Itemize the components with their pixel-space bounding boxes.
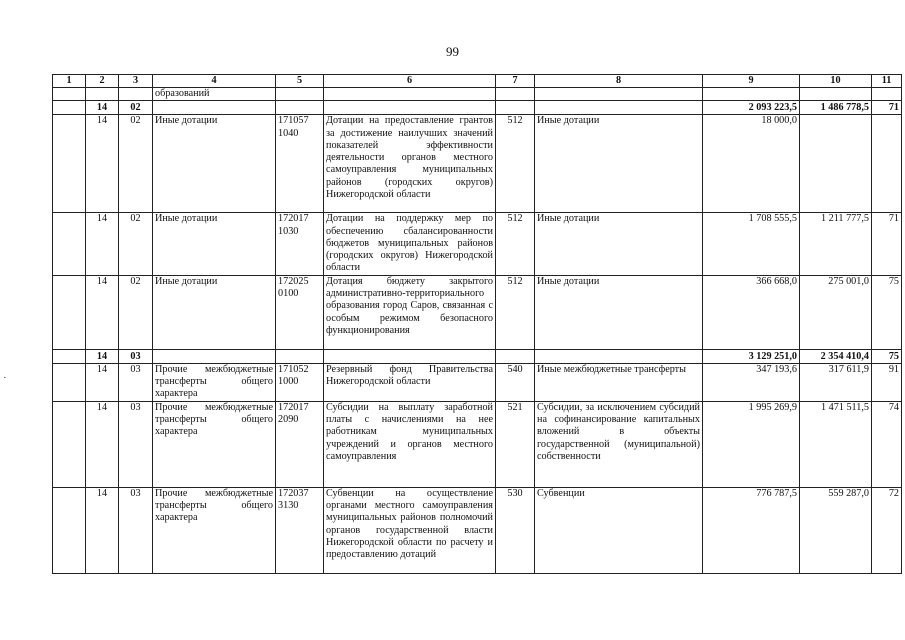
cell-expense-code: 521: [496, 401, 535, 487]
table-row: [53, 213, 902, 275]
cell-1: [53, 115, 86, 213]
cell-target-name: Дотация бюджету закрытого административно-территориального образования город Саров, связанная с особым режимом безопасного функционирования: [324, 275, 496, 349]
cell-target-name: Субвенции на осуществление органами местного самоуправления муниципальных районов полномочий органов государственной власти Нижегородской области по расчету и предоставлению дотаций: [324, 487, 496, 573]
cell-actual: 317 611,9: [800, 363, 872, 401]
column-header: 8: [535, 75, 703, 88]
cell-actual: 275 001,0: [800, 275, 872, 349]
cell-plan: [703, 88, 800, 101]
cell-plan: 1 708 555,5: [703, 213, 800, 275]
cell-name: Прочие межбюджетные трансферты общего характера: [153, 363, 276, 401]
cell-subsection: 02: [119, 115, 153, 213]
column-header: 10: [800, 75, 872, 88]
cell-target-code: 172037 3130: [276, 487, 324, 573]
cell-name: Иные дотации: [153, 275, 276, 349]
cell-1: [53, 487, 86, 573]
cell-expense-name: [535, 349, 703, 363]
column-header: 2: [86, 75, 119, 88]
cell-expense-name: Иные дотации: [535, 213, 703, 275]
column-header: 11: [872, 75, 902, 88]
cell-actual: [800, 115, 872, 213]
cell-name: Прочие межбюджетные трансферты общего характера: [153, 401, 276, 487]
cell-percent: 75: [872, 275, 902, 349]
cell-plan: 366 668,0: [703, 275, 800, 349]
cell-1: [53, 401, 86, 487]
cell-target-name: [324, 349, 496, 363]
table-row: [53, 275, 902, 349]
cell-expense-code: [496, 101, 535, 115]
cell-percent: 72: [872, 487, 902, 573]
subtotal-row: [53, 101, 902, 115]
cell-subsection: 03: [119, 401, 153, 487]
cell-percent: 71: [872, 213, 902, 275]
table-row: [53, 88, 902, 101]
cell-1: [53, 213, 86, 275]
cell-plan: 2 093 223,5: [703, 101, 800, 115]
cell-target-code: [276, 88, 324, 101]
cell-1: [53, 101, 86, 115]
cell-target-code: 171052 1000: [276, 363, 324, 401]
cell-subsection: 02: [119, 101, 153, 115]
column-header: 5: [276, 75, 324, 88]
cell-target-name: Дотации на предоставление грантов за достижение наилучших значений показателей эффективности деятельности органов местного самоуправления муниципальных районов (городских округов) Нижегородской области: [324, 115, 496, 213]
cell-subsection: 03: [119, 487, 153, 573]
cell-plan: 3 129 251,0: [703, 349, 800, 363]
cell-section: 14: [86, 101, 119, 115]
cell-percent: 75: [872, 349, 902, 363]
cell-name: Иные дотации: [153, 213, 276, 275]
cell-target-code: [276, 349, 324, 363]
cell-target-name: Дотации на поддержку мер по обеспечению сбалансированности бюджетов муниципальных районов (городских округов) Нижегородской области: [324, 213, 496, 275]
cell-target-name: Резервный фонд Правительства Нижегородской области: [324, 363, 496, 401]
cell-actual: 1 471 511,5: [800, 401, 872, 487]
cell-name: [153, 101, 276, 115]
cell-target-code: [276, 101, 324, 115]
cell-subsection: 03: [119, 363, 153, 401]
cell-expense-code: 530: [496, 487, 535, 573]
column-header: 3: [119, 75, 153, 88]
cell-subsection: 02: [119, 213, 153, 275]
table-row: [53, 115, 902, 213]
cell-percent: [872, 115, 902, 213]
cell-expense-name: Иные дотации: [535, 275, 703, 349]
cell-target-code: 172025 0100: [276, 275, 324, 349]
cell-percent: [872, 88, 902, 101]
cell-percent: 74: [872, 401, 902, 487]
scan-artifact-mark: ·: [3, 372, 7, 384]
cell-expense-code: [496, 88, 535, 101]
cell-expense-name: [535, 101, 703, 115]
cell-section: 14: [86, 401, 119, 487]
table-row: [53, 363, 902, 401]
cell-target-code: 171057 1040: [276, 115, 324, 213]
cell-target-code: 172017 1030: [276, 213, 324, 275]
cell-percent: 71: [872, 101, 902, 115]
cell-expense-name: [535, 88, 703, 101]
cell-target-name: [324, 88, 496, 101]
cell-expense-code: 512: [496, 275, 535, 349]
cell-1: [53, 275, 86, 349]
cell-name: Прочие межбюджетные трансферты общего характера: [153, 487, 276, 573]
column-header: 6: [324, 75, 496, 88]
cell-expense-name: Иные межбюджетные трансферты: [535, 363, 703, 401]
cell-subsection: [119, 88, 153, 101]
column-header: 9: [703, 75, 800, 88]
cell-plan: 776 787,5: [703, 487, 800, 573]
cell-actual: 1 211 777,5: [800, 213, 872, 275]
cell-target-code: 172017 2090: [276, 401, 324, 487]
cell-name: Иные дотации: [153, 115, 276, 213]
cell-1: [53, 88, 86, 101]
cell-percent: 91: [872, 363, 902, 401]
column-header: 1: [53, 75, 86, 88]
subtotal-row: [53, 349, 902, 363]
cell-actual: 2 354 410,4: [800, 349, 872, 363]
table-header-row: [53, 75, 902, 88]
cell-expense-name: Иные дотации: [535, 115, 703, 213]
cell-section: [86, 88, 119, 101]
cell-section: 14: [86, 487, 119, 573]
cell-expense-code: [496, 349, 535, 363]
cell-section: 14: [86, 349, 119, 363]
cell-subsection: 03: [119, 349, 153, 363]
cell-actual: [800, 88, 872, 101]
cell-expense-code: 512: [496, 115, 535, 213]
cell-section: 14: [86, 275, 119, 349]
cell-plan: 347 193,6: [703, 363, 800, 401]
cell-expense-name: Субвенции: [535, 487, 703, 573]
cell-1: [53, 349, 86, 363]
column-header: 7: [496, 75, 535, 88]
cell-actual: 559 287,0: [800, 487, 872, 573]
page-number: 99: [446, 44, 459, 59]
budget-table: [52, 74, 902, 574]
column-header: 4: [153, 75, 276, 88]
cell-section: 14: [86, 213, 119, 275]
cell-1: [53, 363, 86, 401]
cell-expense-code: 540: [496, 363, 535, 401]
cell-target-name: [324, 101, 496, 115]
table-row: [53, 401, 902, 487]
cell-name: [153, 349, 276, 363]
cell-section: 14: [86, 115, 119, 213]
cell-plan: 1 995 269,9: [703, 401, 800, 487]
cell-expense-code: 512: [496, 213, 535, 275]
cell-plan: 18 000,0: [703, 115, 800, 213]
cell-actual: 1 486 778,5: [800, 101, 872, 115]
cell-section: 14: [86, 363, 119, 401]
cell-target-name: Субсидии на выплату заработной платы с начислениями на нее работникам муниципальных учреждений и органов местного самоуправления: [324, 401, 496, 487]
cell-expense-name: Субсидии, за исключением субсидий на софинансирование капитальных вложений в объекты государственной (муниципальной) собственности: [535, 401, 703, 487]
table-row: [53, 487, 902, 573]
cell-subsection: 02: [119, 275, 153, 349]
cell-name: образований: [153, 88, 276, 101]
